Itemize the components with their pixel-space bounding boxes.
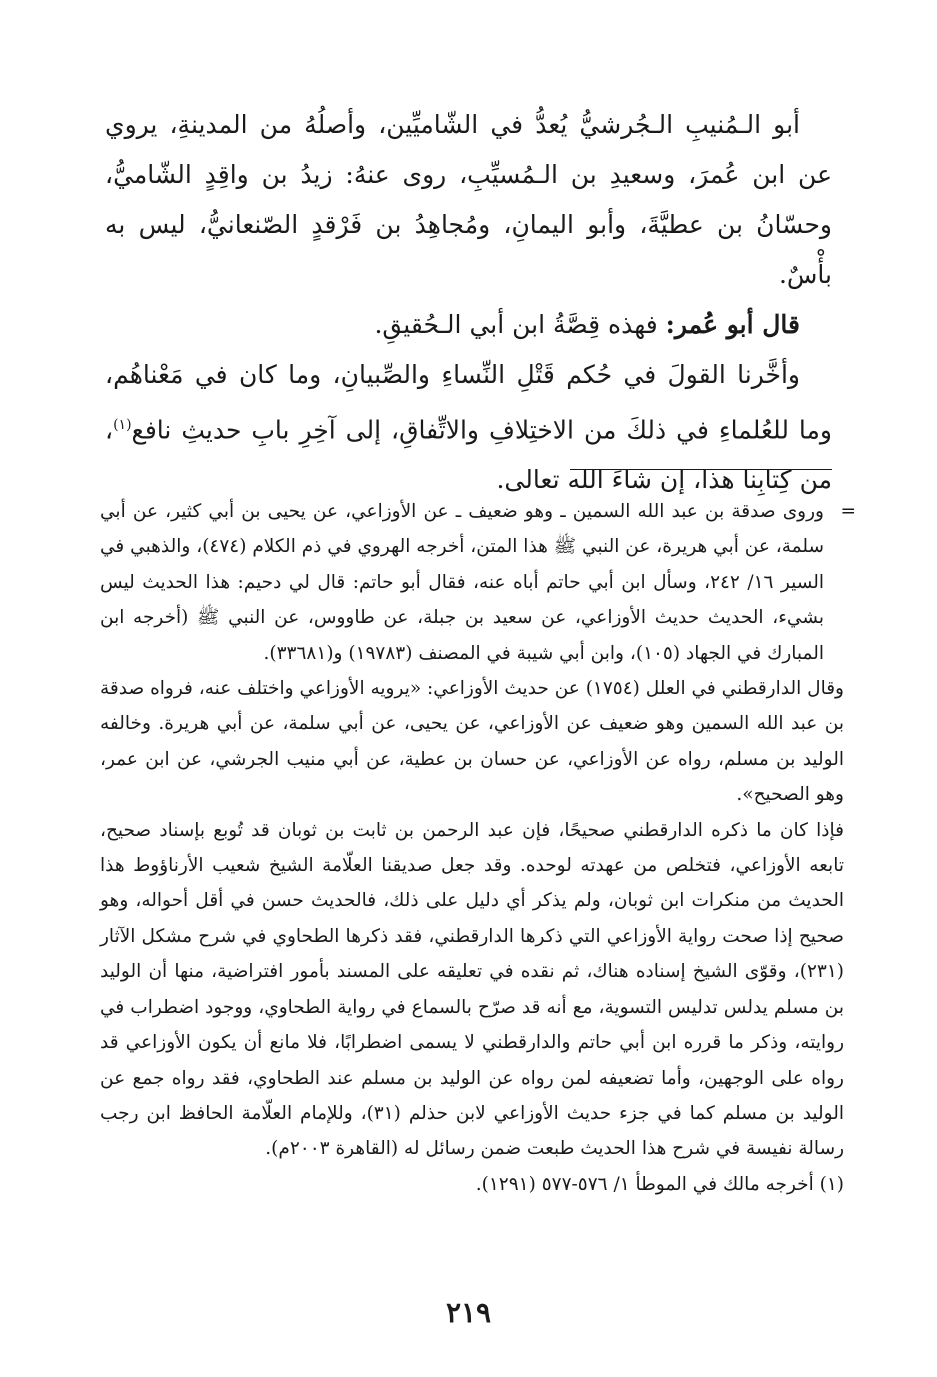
main-text-block (105, 100, 832, 505)
main-paragraph-3-text: وأخَّرنا القولَ في حُكم قَتْلِ النِّساءِ والصِّبيانِ، وما كان في مَعْناهُم، وما للعُلماءِ في ذلكَ من الاختِلافِ والاتِّفاقِ، إلى آخِرِ بابِ حديثِ نافع (105, 360, 832, 445)
main-paragraph-1: أبو الـمُنيبِ الـجُرشيُّ يُعدُّ في الشّاميِّين، وأصلُهُ من المدينةِ، يروي عن ابن عُمرَ، وسعيدِ بن الـمُسيِّبِ، روى عنهُ: زيدُ بن واقِدٍ الشّاميُّ، وحسّانُ بن عطيَّةَ، وأبو اليمانِ، ومُجاهِدُ بن فَرْقدٍ الصّنعانيُّ، ليس به بأْسٌ. (105, 110, 832, 289)
footnote-paragraph-1-text: وروى صدقة بن عبد الله السمين ـ وهو ضعيف ـ عن الأوزاعي، عن يحيى بن أبي كثير، عن أبي سلمة، عن أبي هريرة، عن النبي ﷺ هذا المتن، أخرجه الهروي في ذم الكلام (٤٧٤)، والذهبي في السير ١٦/ ٢٤٢، وسأل ابن أبي حاتم أباه عنه، فقال أبو حاتم: قال لي دحيم: هذا الحديث ليس بشيء، الحديث حديث الأوزاعي، عن سعيد بن جبلة، عن طاووس، عن النبي ﷺ (أخرجه ابن المبارك في الجهاد (١٠٥)، وابن أبي شيبة في المصنف (١٩٧٨٣) و(٣٣٦٨١). (100, 501, 824, 664)
footnote-paragraph-1 (100, 494, 856, 671)
main-paragraph-2-lead: قال أبو عُمر: (665, 310, 800, 339)
footnote-separator (570, 469, 832, 470)
footnote-paragraph-2: وقال الدارقطني في العلل (١٧٥٤) عن حديث الأوزاعي: «يرويه الأوزاعي واختلف عنه، فرواه صدقة بن عبد الله السمين وهو ضعيف عن الأوزاعي، عن يحيى، عن أبي سلمة، عن أبي هريرة. وخالفه الوليد بن مسلم، رواه عن الأوزاعي، عن حسان بن عطية، عن أبي منيب الجرشي، عن ابن عمر، وهو الصحيح». (100, 678, 844, 806)
footnote-paragraph-3: فإذا كان ما ذكره الدارقطني صحيحًا، فإن عبد الرحمن بن ثابت بن ثوبان قد تُوبع بإسناد صحيح، تابعه الأوزاعي، فتخلص من عهدته لوحده. وقد جعل صديقنا العلّامة الشيخ شعيب الأرناؤوط هذا الحديث من منكرات ابن ثوبان، ولم يذكر أي دليل على ذلك، فالحديث حسن في أقل أحواله، وهو صحيح إذا صحت رواية الأوزاعي التي ذكرها الدارقطني، فقد ذكرها الطحاوي في شرح مشكل الآثار (٢٣١)، وقوّى الشيخ إسناده هناك، ثم نقده في تعليقه على المسند بأمور افتراضية، منها أن الوليد بن مسلم يدلس تدليس التسوية، مع أنه قد صرّح بالسماع في رواية الطحاوي، ووجود اضطراب في روايته، وذكر ما قرره ابن أبي حاتم والدارقطني لا يسمى اضطرابًا، فلا مانع أن يكون الأوزاعي قد رواه على الوجهين، وأما تضعيفه لمن رواه عن الوليد بن مسلم عند الطحاوي، فقد رواه جمع عن الوليد بن مسلم كما في جزء حديث الأوزاعي لابن حذلم (٣١)، وللإمام العلّامة الحافظ ابن رجب رسالة نفيسة في شرح هذا الحديث طبعت ضمن رسائل له (القاهرة ٢٠٠٣م). (100, 819, 844, 1160)
continuation-mark: = (840, 501, 856, 522)
main-paragraph-2-text: فهذه قِصَّةُ ابن أبي الـحُقيقِ. (374, 310, 658, 339)
main-paragraph-2 (105, 300, 832, 350)
footnote-reference: (١) (113, 417, 132, 433)
main-paragraph-3 (105, 350, 832, 505)
main-paragraph-3-end: ، من كِتابِنا هذا، إن شاءَ الله تعالى. (105, 415, 832, 495)
footnotes-block (100, 494, 856, 1202)
page-number: ٢١٩ (445, 1296, 492, 1329)
footnote-1: (١) أخرجه مالك في الموطأ ١/ ٥٧٦-٥٧٧ (١٢٩١). (475, 1173, 844, 1195)
